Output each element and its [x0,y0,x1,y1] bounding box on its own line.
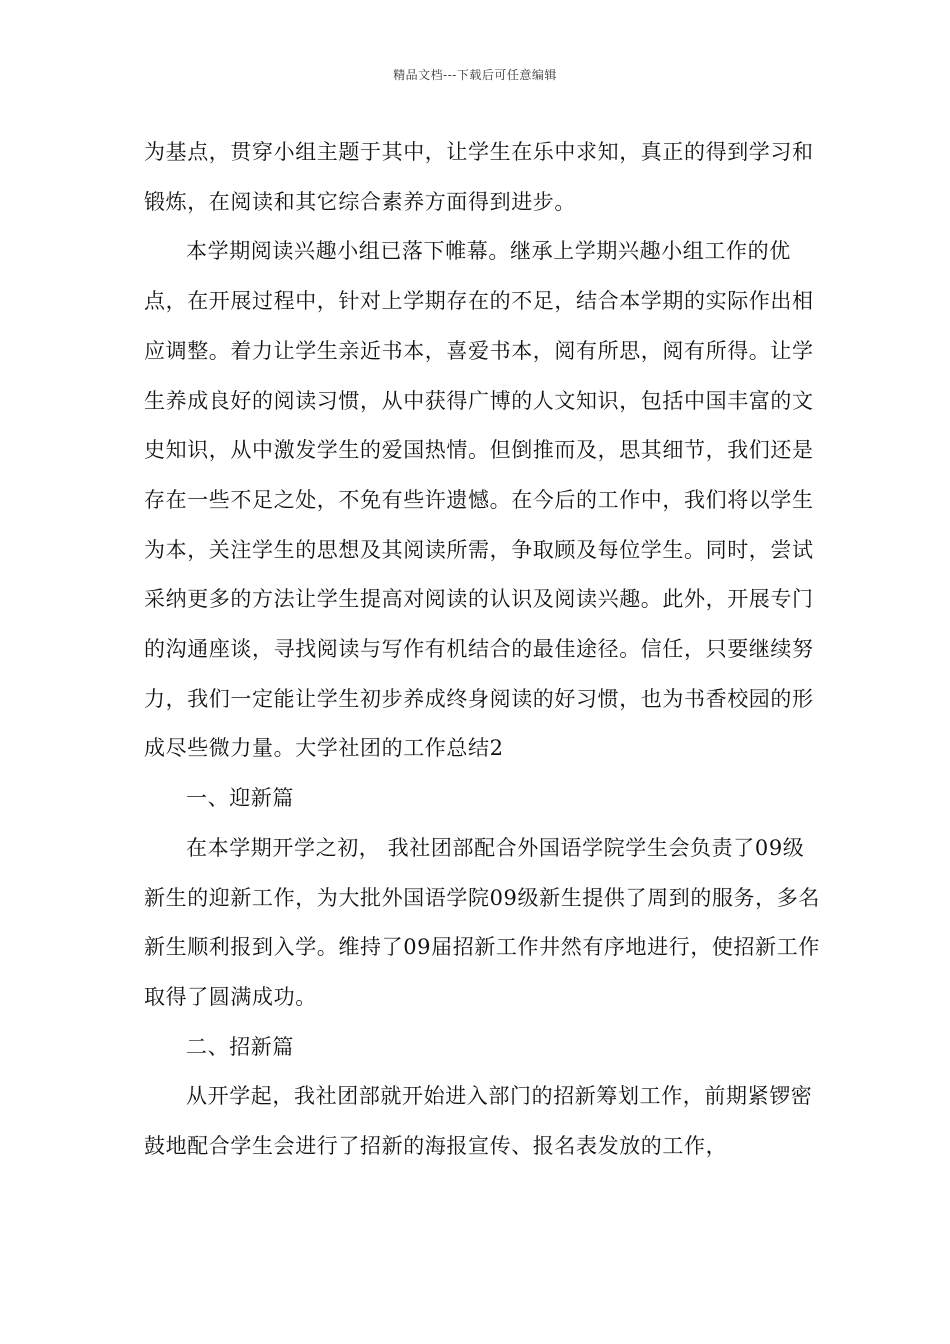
paragraph-welcome: 在本学期开学之初， 我社团部配合外国语学院学生会负责了09级新生的迎新工作，为大批外国语学院09级新生提供了周到的服务，多名新生顺利报到入学。维持了09届招新工作井然有序地进行，使招新工作取得了圆满成功。 [144,835,820,1009]
paragraph-continuation: 为基点，贯穿小组主题于其中，让学生在乐中求知，真正的得到学习和锻炼，在阅读和其它综合素养方面得到进步。 [144,140,814,214]
page-header: 精品文档---下载后可任意编辑 [393,68,557,82]
paragraph-recruit: 从开学起，我社团部就开始进入部门的招新筹划工作，前期紧锣密鼓地配合学生会进行了招新的海报宣传、报名表发放的工作， [144,1084,813,1159]
paragraph-summary: 本学期阅读兴趣小组已落下帷幕。继承上学期兴趣小组工作的优点，在开展过程中，针对上学期存在的不足，结合本学期的实际作出相应调整。着力让学生亲近书本，喜爱书本，阅有所思，阅有所得。让学生养成良好的阅读习惯，从中获得广博的人文知识，包括中国丰富的文史知识，从中激发学生的爱国热情。但倒推而及，思其细节，我们还是存在一些不足之处，不免有些许遗憾。在今后的工作中，我们将以学生为本，关注学生的思想及其阅读所需，争取顾及每位学生。同时，尝试采纳更多的方法让学生提高对阅读的认识及阅读兴趣。此外，开展专门的沟通座谈，寻找阅读与写作有机结合的最佳途径。信任，只要继续努力，我们一定能让学生初步养成终身阅读的好习惯，也为书香校园的形成尽些微力量。大学社团的工作总结2 [144,239,814,761]
section-heading-recruit: 二、招新篇 [186,1034,294,1059]
section-heading-welcome: 一、迎新篇 [186,786,294,811]
document-body [144,128,824,1172]
